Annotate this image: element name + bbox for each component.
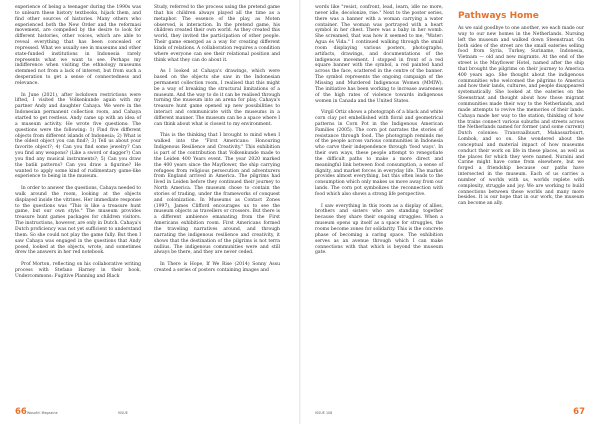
right-page-column-1 [315, 5, 443, 262]
paragraph: In There is Hope, If We Rise (2014) Sonny Assu created a series of posters containing images and [154, 261, 280, 273]
paragraph: In order to answer the questions, Cahaya needed to walk around the room, looking at the objects displayed inside the vitrines. Her immediate response to the questions was "This is like a treasure hunt game, but our own style." The museum provides treasure hunt games packages for children visitors. The instructions, however, are only in Dutch. Cahaya's Dutch proficiency was not yet sufficient to understand them. So she could not play the game fully. But then I saw Cahaya was engaged in the questions that Andy posed, looked at the objects, wrote, and sometimes drew the answers in her red notebook. [15, 186, 141, 256]
page-number-right: 67 [573, 407, 585, 417]
paragraph: I saw everything in this room as a display of allies, brothers and sisters who are standing together because they share their ongoing struggles. When a museum opens up itself as a space for struggles, the rooms become zones for solidarity. This is the concrete phase of becoming a caring space. The exhibition serves as an avenue through which I can make connections with that which is beyond the museum gate. [315, 203, 443, 256]
left-page-column-1 [15, 5, 141, 285]
right-page-column-2 [458, 5, 584, 213]
paragraph: Study, referred to the process using the pretend game that his children always played all the time as a metaphor. The essence of the play, as Moten observed, is interaction. In the pretend game, his children created their own world. As they created this world, they invited the participation of other people. Their game emerged as a way for creating different kinds of relations. A collaboration requires a condition where everyone can see their relational position and think what they can do about it. [154, 5, 280, 63]
left-page-column-2 [154, 5, 280, 279]
running-head-right: ISSUE 108 [315, 411, 333, 415]
right-page [300, 0, 600, 424]
section-title: Pathways Home [458, 11, 539, 21]
paragraph: experience of being a teenager during the 1990s was to unlearn these history textbooks, hijack them, and find other sources of histories. Many others who experienced both the New Order and the reformasi movement, are compelled by the desire to look for different histories, other voices, which are able to reveal everything that has been concealed or repressed. What we usually see in museums and other state-funded institutions in Indonesia rarely represents what we want to see. Perhaps my indifference when visiting the ethnology museums stemmed not from a lack of interest, but from such a desperation to get a sense of connectedness and relevance. [15, 5, 141, 86]
paragraph: As I looked at Cahaya's drawings, which were based on the objects she saw in the Indonesian permanent collection room, I realised that this might be a way of breaking the structural limitations of a museum. And the way to do it can be realised through turning the museum into an arena for play. Cahaya's treasure hunt game opened up new possibilities to interact and communicate with the museums in a different manner. The museum can be a space where I can think about what is closest to my environment. [154, 69, 280, 127]
paragraph: This is the thinking that I brought to mind when I walked into the "First Americans: Honouring Indigenous Resilience and Creativity." This exhibition is part of the contribution that Volkenkunde made to the Leiden 400 Years event. The year 2020 marked the 400 years since the Mayflower, the ship carrying refugees from religious persecution and adventurers from England arrived in America. The pilgrims had lived in Leiden before they continued their journey to North America. The museum chose to contain the stories of trading, under the frameworks of conquest and colonization. In Museums as Contact Zones (1997), James Clifford encourages us to see the museum objects as travellers or crossers. But there is a different ambience emanating from the First Americans exhibition room. First Americans formed the traveling narratives around, and through narrating the indigenous resilience and creativity, it shows that the destination of the pilgrims is not terra nullius. The indigenous communities were and still always be there, and they are never ceded. [154, 133, 280, 256]
page-number-left: 66 [15, 407, 27, 417]
issue-label-left: ISSUE [118, 411, 128, 415]
paragraph: Virgil Ortiz shows a photograph of a black and white corn clay pot embellished with floral and geometrical patterns in Corn Pot in the Indigenous American Families (2005). The corn pot narrates the stories of resistance through food. The photograph reminds me of the people across various communities in Indonesia who carve their independence through 'food ways'. In their own ways, these people attempt to renegotiate the difficult paths to make a more direct and meaningful link between food consumption, a sense of dignity, and market forces in everyday life. The market provides almost everything, but this often leads to the consumption which only makes us move away from our lands. The corn pot symbolizes the reconnection with food which also shows a strong life perspective. [315, 110, 443, 197]
paragraph: words like "resist, confront, lead, learn, idle no more, never idle, decolonize, rise." Next to the poster series, there was a banner with a woman carrying a water container. The woman was portrayed with a heart symbol in her chest. There was a baby in her womb. She screamed, that was how it seemed to me, "Water: Agua és Vida." I continued walking through the small room displaying various posters, photographs, artifacts, drawings, and documentations of the indigenous movement. I stopped in front of a red square banner with the symbol, a red painted hand across the face, scattered in the centre of the banner. The symbol represents the ongoing campaign of the Missing and Murdered Indigenous Women (MMIW). The initiative has been working to increase awareness of the high rates of violence towards indigenous women in Canada and the United States. [315, 5, 443, 104]
paragraph: As we said goodbye to one another, we each made our way to our new homes in the Netherlands. Nursing left the museum and walked down Steenstraat. On both sides of the street are the small eateries selling food from Syria, Turkey, Suriname, Indonesia, Vietnam — old and new migrants. At the end of the street is the Mayflower Hotel, named after the ship that brought the pilgrims on their journey to America 400 years ago. She thought about the indigenous communities who welcomed the pilgrims to America and how their lands, cultures, and people disappeared systematically. She looked at the eateries on the Steenstraat and thought about how those migrant communities made their way to the Netherlands, and made attempts to revive the memories of their lands. Cahaya made her way to the station, thinking of how the trains connect various suburbs and streets across the Netherlands named for former (and some current) Dutch colonies: Transvaalbuurt, Makassarbuurt, Lombok, and so on. She wondered about the conceptual and material impact of how museums conduct their work on life in these places, as well as the places for which they were named. Nuraini and Carine might have come from elsewhere, but we forged a friendship because our paths have intersected in the museum. Each of us carries a number of worlds with us, worlds replete with complexity, struggle and joy. We are working to build connections between these worlds and many more besides. It is our hope that in our work, the museum can become an ally. [458, 26, 584, 207]
paragraph: Prof Morton, reflecting on his collaborative writing process with Stefano Harney in their book, Undercommons: Fugitive Planning and Black [15, 261, 141, 279]
paragraph: In June (2021), after lockdown restrictions were lifted, I visited the Volkenkunde again with my partner Andy and daughter Cahaya. We were in the Indonesian permanent collection room, and Cahaya started to get restless. Andy came up with an idea of a museum activity. He wrote five questions: The questions were the following: 1) Find five different objects from different islands of Indonesia; 2) What is the oldest object you can find?; 3) Tell us about your favorite object?; 4) Can you find some jewelry? Can you find any weapons? (Like a sword or dagger?) Can you find any musical instruments?; 5) Can you draw the batik patterns? Can you draw a figurine? He wanted to apply some kind of rudimentary game-like experience to being in the museum. [15, 92, 141, 180]
running-head-left: Wasafiri Magazine [27, 411, 58, 415]
